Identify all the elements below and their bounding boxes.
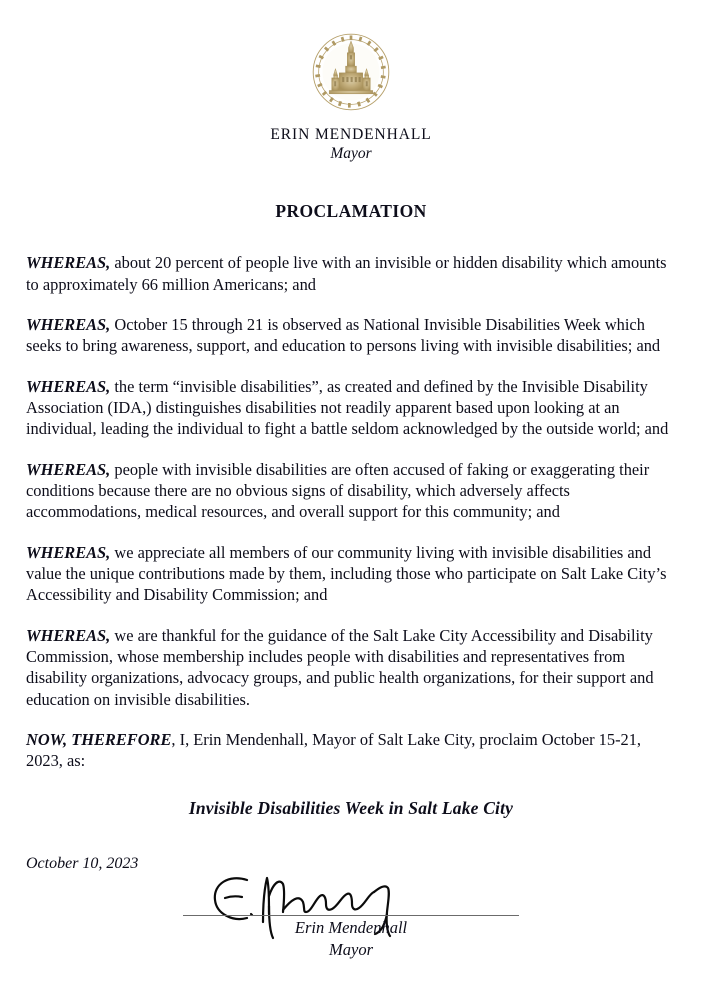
page-title: PROCLAMATION (275, 201, 427, 222)
clause-paragraph (26, 252, 676, 295)
clause-paragraph (26, 376, 676, 440)
document-header (22, 0, 680, 163)
signature-rule (183, 915, 519, 916)
clause-text: we appreciate all members of our community living with invisible disabilities and value the unique contributions made by them, including those who participate on Salt Lake City’s Accessibility and Disability Commission; and (26, 542, 667, 605)
proclamation-declaration: Invisible Disabilities Week in Salt Lake City (188, 797, 514, 818)
resolution-lead: NOW, THEREFORE (26, 729, 172, 749)
clause-text: the term “invisible disabilities”, as created and defined by the Invisible Disability Association (IDA,) distinguishes disabilities not readily apparent based upon looking at an individual, leading the individual to fight a battle seldom acknowledged by the outside world; and (26, 376, 669, 439)
clause-paragraph (26, 459, 676, 523)
clause-lead: WHEREAS, (26, 459, 111, 479)
clause-paragraph (26, 314, 676, 357)
clause-lead: WHEREAS, (26, 376, 111, 396)
clause-text: people with invisible disabilities are often accused of faking or exaggerating their conditions because there are no obvious signs of disability, which adversely affects accommodations, medical resources, and overall support for this community; and (26, 459, 650, 522)
signatory-role: Mayor (329, 940, 373, 959)
signature-block (0, 862, 702, 972)
document-date: October 10, 2023 (26, 854, 139, 872)
clause-text: October 15 through 21 is observed as National Invisible Disabilities Week which seeks to bring awareness, support, and education to persons living with invisible disabilities; and (26, 315, 661, 356)
resolution-paragraph (26, 729, 676, 772)
clause-lead: WHEREAS, (26, 625, 111, 645)
resolution-text: , I, Erin Mendenhall, Mayor of Salt Lake City, proclaim October 15-21, 2023, as: (26, 729, 642, 771)
signatory-name: Erin Mendenhall (294, 918, 408, 937)
signature-stack (171, 862, 531, 972)
clause-lead: WHEREAS, (26, 315, 111, 335)
clause-lead: WHEREAS, (26, 542, 111, 562)
clause-paragraph (26, 625, 676, 710)
mayor-name: ERIN MENDENHALL (270, 126, 432, 143)
clause-text: about 20 percent of people live with an invisible or hidden disability which amounts to approximately 66 million Americans; and (26, 253, 667, 294)
clause-paragraph (26, 542, 676, 606)
document-body (22, 252, 680, 872)
mayor-title: Mayor (330, 144, 372, 162)
clause-lead: WHEREAS, (26, 253, 111, 273)
salt-lake-city-seal-icon (309, 30, 393, 114)
clause-text: we are thankful for the guidance of the Salt Lake City Accessibility and Disability Commission, whose membership includes people with disabilities and representatives from disability organizations, advocacy groups, and public health organizations, for their support and education on invisible disabilities. (26, 625, 654, 709)
